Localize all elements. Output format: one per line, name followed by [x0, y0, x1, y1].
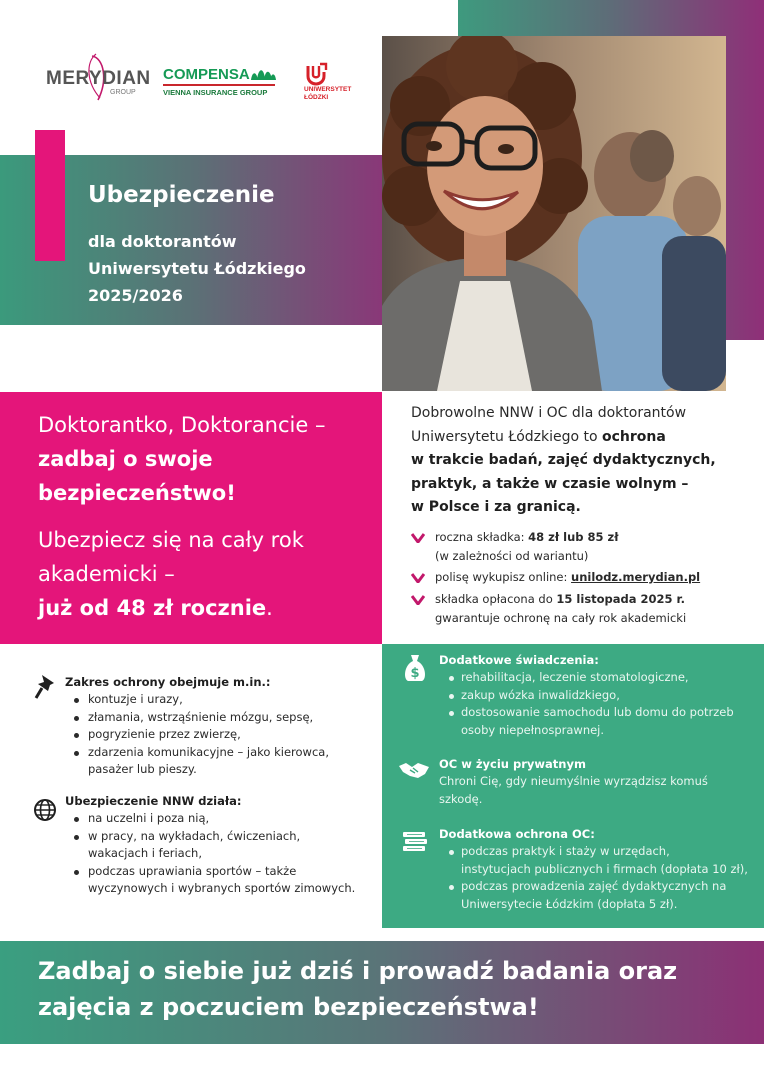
globe-icon [33, 798, 57, 822]
promo-price: już od 48 zł rocznie [38, 596, 267, 620]
footer-line-1: Zadbaj o siebie już dziś i prowadź badania oraz [38, 957, 678, 985]
compensa-red-rule [163, 84, 275, 86]
oc-private-description [439, 773, 708, 808]
intro-emphasis: w Polsce i za granicą. [411, 499, 581, 515]
merydian-wordmark: MERYDIAN [46, 68, 151, 89]
intro-line [411, 449, 741, 473]
list-item: pogryzienie przez zwierzę, [72, 726, 372, 744]
list-item: kontuzje i urazy, [72, 691, 372, 709]
university-logo [302, 62, 362, 106]
list-item: zdarzenia komunikacyjne – jako kierowca, [72, 744, 372, 762]
list-item: rehabilitacja, leczenie stomatologiczne, [447, 669, 734, 687]
intro-line [411, 496, 741, 520]
chevron-down-icon [411, 533, 425, 543]
intro-line [411, 426, 741, 450]
page-title: Ubezpieczenie [88, 182, 275, 208]
university-name-line1: UNIWERSYTET [304, 86, 352, 93]
nnw-heading: Ubezpieczenie NNW działa: [65, 794, 242, 808]
promo-line-4: Ubezpiecz się na cały rok [38, 528, 304, 552]
oc-extra-list [447, 843, 748, 913]
handshake-icon [398, 760, 430, 780]
nnw-list [72, 810, 372, 898]
oc-private-heading: OC w życiu prywatnym [439, 757, 586, 771]
footer-banner [0, 941, 764, 1044]
compensa-leaves-icon [248, 64, 278, 82]
bullet-value: 15 listopada 2025 r. [556, 592, 685, 606]
bullet-note: (w zależności od wariantu) [435, 549, 589, 563]
bullet-label: składka opłacona do [435, 592, 557, 606]
bullet-text [435, 590, 686, 628]
bullet-text [435, 568, 700, 587]
list-item: podczas prowadzenia zajęć dydaktycznych na [447, 878, 748, 896]
merydian-group-label: GROUP [110, 89, 136, 96]
oc-extra-heading: Dodatkowa ochrona OC: [439, 827, 595, 841]
oc-private-line: szkodę. [439, 791, 483, 806]
list-item: na uczelni i poza nią, [72, 810, 372, 828]
promo-line-5: akademicki – [38, 562, 175, 586]
list-item: osoby niepełnosprawnej. [461, 722, 605, 737]
university-name [304, 86, 351, 102]
scope-list [72, 691, 372, 779]
bullet-note: gwarantuje ochronę na cały rok akademicki [435, 611, 687, 625]
bullet-label: polisę wykupisz online: [435, 570, 572, 584]
intro-paragraph [411, 402, 741, 520]
bullet-label: roczna składka: [435, 530, 529, 544]
extra-benefits-heading: Dodatkowe świadczenia: [439, 653, 599, 667]
books-icon [402, 831, 428, 853]
page-subtitle [88, 228, 306, 309]
photo-illustration [382, 36, 726, 391]
svg-text:$: $ [410, 666, 420, 681]
university-emblem-icon [304, 62, 328, 86]
intro-emphasis: w trakcie badań, zajęć dydaktycznych, [411, 452, 716, 468]
bullet-text [435, 528, 618, 566]
list-item: wyczynowych i wybranych sportów zimowych. [88, 881, 356, 895]
list-item: podczas uprawiania sportów – także [72, 863, 372, 881]
website-link[interactable]: unilodz.merydian.pl [571, 570, 701, 584]
list-item: Uniwersytecie Łódzkim (dopłata 5 zł). [461, 896, 678, 911]
list-item: złamania, wstrząśnienie mózgu, sepsę, [72, 709, 372, 727]
subtitle-line: 2025/2026 [88, 286, 183, 305]
compensa-wordmark: COMPENSA [163, 66, 250, 83]
promo-line-6 [38, 591, 273, 625]
promo-period: . [266, 596, 273, 620]
title-accent-bar [35, 130, 65, 261]
list-item: podczas praktyk i staży w urzędach, [447, 843, 748, 861]
compensa-logo [163, 64, 278, 104]
promo-panel [0, 392, 382, 644]
bullet-value: 48 zł lub 85 zł [528, 530, 619, 544]
list-item: w pracy, na wykładach, ćwiczeniach, [72, 828, 372, 846]
chevron-down-icon [411, 595, 425, 605]
scope-heading: Zakres ochrony obejmuje m.in.: [65, 675, 271, 689]
list-item: dostosowanie samochodu lub domu do potrzeb [447, 704, 734, 722]
footer-line-2: zajęcia z poczuciem bezpieczeństwa! [38, 993, 539, 1021]
university-name-line2: ŁÓDZKI [304, 94, 329, 101]
list-item: pasażer lub pieszy. [88, 762, 197, 776]
merydian-logo [46, 52, 151, 104]
extra-benefits-list [447, 669, 734, 739]
intro-line: Dobrowolne NNW i OC dla doktorantów [411, 405, 687, 421]
compensa-tagline: VIENNA INSURANCE GROUP [163, 88, 268, 97]
intro-line [411, 473, 741, 497]
promo-line-1: Doktorantko, Doktorancie – [38, 413, 326, 437]
subtitle-line: dla doktorantów [88, 232, 237, 251]
oc-private-line: Chroni Cię, gdy nieumyślnie wyrządzisz komuś [439, 774, 708, 788]
intro-text: Uniwersytetu Łódzkiego to [411, 428, 603, 445]
list-item: instytucjach publicznych i firmach (dopłata 10 zł), [461, 861, 748, 876]
intro-emphasis: ochrona [602, 428, 666, 445]
pushpin-icon [34, 674, 56, 700]
list-item: wakacjach i feriach, [88, 846, 203, 860]
list-item: zakup wózka inwalidzkiego, [447, 687, 734, 705]
promo-line-2: zadbaj o swoje [38, 447, 213, 471]
promo-line-3: bezpieczeństwo! [38, 481, 236, 505]
chevron-down-icon [411, 573, 425, 583]
money-bag-icon [402, 653, 428, 683]
subtitle-line: Uniwersytetu Łódzkiego [88, 259, 306, 278]
smiling-woman-with-glasses-photo [382, 36, 726, 391]
intro-emphasis: praktyk, a także w czasie wolnym – [411, 475, 689, 492]
